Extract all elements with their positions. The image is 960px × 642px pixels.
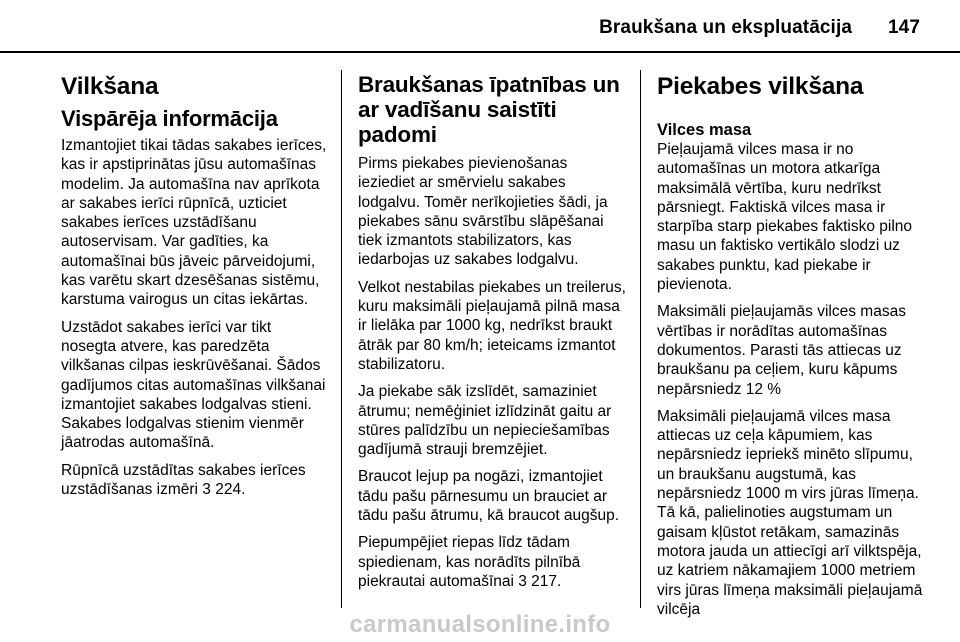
paragraph: Ja piekabe sāk izslīdēt, samaziniet ātrumu; nemēģiniet izlīdzināt gaitu ar stūres palīdzību un nepieciešamības gadījumā strauji bremzējiet. bbox=[358, 383, 612, 459]
paragraph: Braucot lejup pa nogāzi, izmantojiet tādu pašu pārnesumu un brauciet ar tādu pašu ātrumu, kā braucot augšup. bbox=[358, 468, 620, 525]
column-1 bbox=[61, 58, 329, 507]
running-head-title: Braukšana un ekspluatācija bbox=[599, 17, 852, 38]
paragraph-with-page-reference: Rūpnīcā uzstādītas sakabes ierīces uzstādīšanas izmēri 3 224. bbox=[61, 461, 306, 499]
paragraph: Pieļaujamā vilces masa ir no automašīnas un motora atkarīga maksimālā vērtība, kuru nedrīkst pārsniegt. Faktiskā vilces masa ir starpība starp piekabes faktisko pilno masu un faktisko vertikālo slodzi uz sakabes punktu, kad piekabe ir pievienota. bbox=[657, 141, 913, 294]
paragraph: Pirms piekabes pievienošanas ieziediet ar smērvielu sakabes lodgalvu. Tomēr nerīkojieties šādi, ja piekabes sānu svārstību slāpēšanai tiek izmantots stabilizators, kas iedarbojas uz sakabes lodgalvu. bbox=[358, 155, 608, 269]
paragraph-with-page-reference: Piepumpējiet riepas līdz tādam spiedienam, kas norādīts pilnībā piekrautai automašīnai 3 217. bbox=[358, 534, 581, 590]
subsection-heading-towing-mass: Vilces masa bbox=[657, 121, 752, 139]
paragraph: Uzstādot sakabes ierīci var tikt nosegta atvere, kas paredzēta vilkšanas cilpas ieskrūvēšanai. Šādos gadījumos citas automašīnas vilkšanai izmantojiet sakabes lodgalvas stieni. Sakabes lodgalvas stienim vienmēr jāatrodas automašīnā. bbox=[61, 318, 326, 452]
running-head bbox=[599, 17, 920, 39]
section-heading-trailer-towing: Piekabes vilkšana bbox=[657, 73, 864, 100]
section-heading-driving-tips: Braukšanas īpatnības un ar vadīšanu saistīti padomi bbox=[358, 72, 620, 147]
column-2 bbox=[358, 58, 628, 599]
paragraph: Maksimāli pieļaujamās vilces masas vērtības ir norādītas automašīnas dokumentos. Parasti tās attiecas uz braukšanu pa ceļiem, kuru kāpums nepārsniedz 12 % bbox=[657, 303, 906, 398]
section-heading-vilksana: Vilkšana bbox=[61, 73, 159, 100]
paragraph: Maksimāli pieļaujamā vilces masa attiecas uz ceļa kāpumiem, kas nepārsniedz iepriekš minēto slīpumu, un braukšanu augstumā, kas nepārsniedz 1000 m virs jūras līmeņa. Tā kā, palielinoties augstumam un gaisam kļūstot retākam, samazinās motora jauda un attiecīgi arī vilktspēja, uz katriem nākamajiem 1000 metriem virs jūras līmeņa maksimāli pieļaujamā vilcēja bbox=[657, 407, 923, 618]
column-divider-2 bbox=[640, 70, 641, 608]
paragraph: Velkot nestabilas piekabes un treilerus, kuru maksimāli pieļaujamā pilnā masa ir lielāka par 1000 kg, nedrīkst braukt ātrāk par 80 km/h; ieteicams izmantot stabilizatoru. bbox=[358, 278, 626, 373]
column-divider-1 bbox=[341, 70, 342, 608]
page-number: 147 bbox=[887, 17, 920, 38]
column-3 bbox=[657, 58, 927, 627]
subsection-heading-general-info: Vispārēja informācija bbox=[61, 106, 278, 131]
watermark: carmanualsonline.info bbox=[349, 611, 611, 638]
header-rule bbox=[0, 51, 960, 53]
paragraph: Izmantojiet tikai tādas sakabes ierīces, kas ir apstiprinātas jūsu automašīnas modelim. Ja automašīna nav aprīkota ar sakabes ierīci rūpnīcā, uzticiet sakabes ierīces uzstādīšanu autoservisam. Var gadīties, ka automašīnai būs jāveic pārveidojumi, kas varētu skart dzesēšanas sistēmu, karstuma vairogus un citas iekārtas. bbox=[61, 137, 327, 309]
